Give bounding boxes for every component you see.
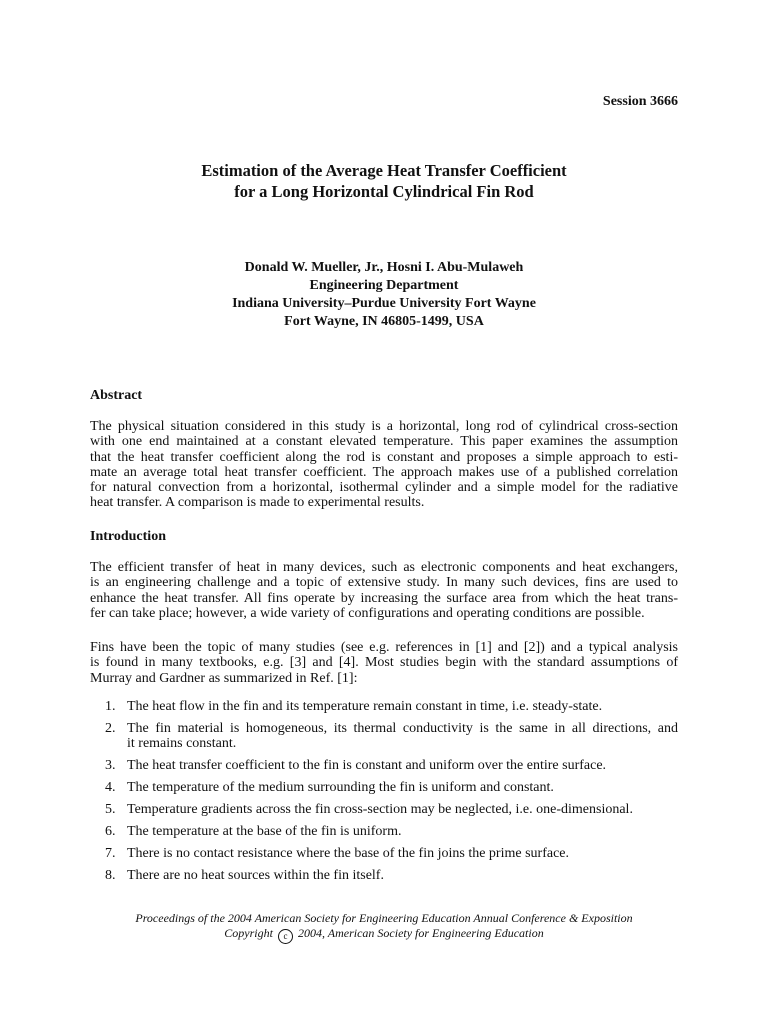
abstract-line: The physical situation considered in this study is a horizontal, long rod of cylindrical cross-section [90,419,678,434]
list-item-number: 1. [105,699,116,714]
abstract-line: mate an average total heat transfer coefficient. The approach makes use of a published correlation [90,464,678,480]
intro-line: Murray and Gardner as summarized in Ref. [1]: [90,670,358,686]
page-footer [90,911,678,944]
list-item-text: it remains constant. [127,736,237,752]
list-item-number: 8. [105,868,116,883]
session-number: Session 3666 [602,94,678,109]
abstract-line: for natural convection from a horizontal, isothermal cylinder and a simple model for the radiative [90,480,678,496]
list-item-number: 4. [105,780,116,795]
intro-line: is an engineering challenge and a topic of extensive study. In many such devices, fins are used to [90,575,678,591]
paper-page [90,0,678,1024]
copyright-text: 2004, American Society for Engineering Education [297,926,544,940]
introduction-heading: Introduction [90,529,166,544]
list-item-number: 5. [105,802,116,817]
intro-line: is found in many textbooks, e.g. [3] and [4]. Most studies begin with the standard assumptions of [90,655,678,671]
abstract-paragraph [90,419,678,511]
intro-line: enhance the heat transfer. All fins operate by increasing the surface area from which the heat trans- [90,590,678,606]
list-item-text: The temperature at the base of the fin is uniform. [127,824,402,839]
author-names: Donald W. Mueller, Jr., Hosni I. Abu-Mulaweh [244,260,524,275]
author-institution: Indiana University–Purdue University Fort Wayne [232,296,536,311]
list-item-text: There is no contact resistance where the base of the fin joins the prime surface. [127,846,569,861]
list-item-text: There are no heat sources within the fin itself. [127,868,384,883]
abstract-heading: Abstract [90,388,143,403]
list-item-number: 2. [105,721,116,736]
author-block [90,259,678,331]
footer-proceedings: Proceedings of the 2004 American Society for Engineering Education Annual Conference & Exposition [135,911,633,925]
intro-line: Fins have been the topic of many studies (see e.g. references in [1] and [2]) and a typical analysis [90,640,678,655]
list-item-text: The temperature of the medium surrounding the fin is uniform and constant. [127,780,554,795]
author-address: Fort Wayne, IN 46805-1499, USA [284,314,484,329]
title-line-1: Estimation of the Average Heat Transfer Coefficient [201,161,567,180]
list-item-text: The heat flow in the fin and its temperature remain constant in time, i.e. steady-state. [127,699,603,714]
footer-copyright [90,926,678,944]
copyright-label: Copyright [224,926,273,940]
intro-line: The efficient transfer of heat in many devices, such as electronic components and heat exchangers, [90,560,678,575]
paper-title [90,160,678,202]
list-item-text: The heat transfer coefficient to the fin is constant and uniform over the entire surface. [127,758,607,773]
copyright-icon: c [278,929,293,944]
author-department: Engineering Department [309,278,459,293]
intro-line: fer can take place; however, a wide variety of configurations and operating conditions are possible. [90,605,645,621]
introduction-paragraph-1 [90,560,678,621]
list-item-number: 7. [105,846,116,861]
introduction-paragraph-2 [90,640,678,686]
abstract-line: heat transfer. A comparison is made to experimental results. [90,495,425,511]
list-item-text: The fin material is homogeneous, its thermal conductivity is the same in all directions, and [127,721,678,736]
list-item-text: Temperature gradients across the fin cross-section may be neglected, i.e. one-dimensional. [127,802,633,817]
abstract-line: with one end maintained at a constant elevated temperature. This paper examines the assumption [90,434,678,450]
title-line-2: for a Long Horizontal Cylindrical Fin Rod [234,182,534,201]
list-item-number: 6. [105,824,116,839]
abstract-line: that the heat transfer coefficient along the rod is constant and proposes a simple approach to esti- [90,449,678,465]
list-item-number: 3. [105,758,116,773]
